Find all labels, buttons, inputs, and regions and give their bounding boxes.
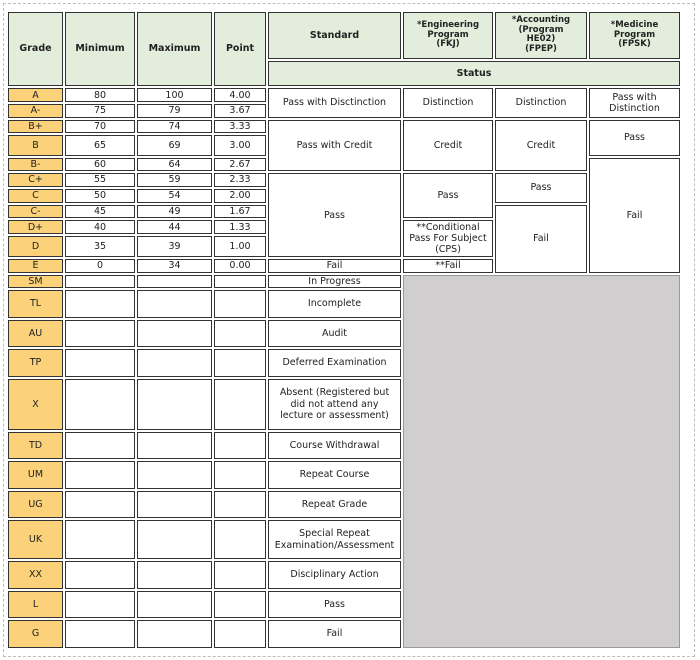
maximum-value <box>137 491 212 519</box>
point-value: 1.67 <box>214 205 266 219</box>
engineering-cps-line: **Conditional <box>416 221 480 233</box>
point-value: 0.00 <box>214 259 266 273</box>
point-value: 2.33 <box>214 173 266 187</box>
point-value: 3.33 <box>214 120 266 134</box>
accounting-pass: Pass <box>495 173 587 202</box>
minimum-value <box>65 561 135 589</box>
minimum-value: 0 <box>65 259 135 273</box>
standard-text-line: did not attend any <box>290 398 379 410</box>
standard-text-line: Disciplinary Action <box>290 569 379 581</box>
maximum-value <box>137 561 212 589</box>
minimum-value <box>65 520 135 559</box>
maximum-value: 100 <box>137 88 212 102</box>
point-value <box>214 461 266 489</box>
maximum-value <box>137 290 212 318</box>
standard-text <box>268 561 401 589</box>
point-value: 3.00 <box>214 135 266 155</box>
minimum-value: 45 <box>65 205 135 219</box>
standard-text-line: Pass <box>323 598 346 610</box>
medicine-header-line: (FPSK) <box>618 39 651 50</box>
minimum-value <box>65 379 135 430</box>
point-value: 4.00 <box>214 88 266 102</box>
engineering-cps-line: (CPS) <box>435 244 461 256</box>
maximum-value: 44 <box>137 220 212 234</box>
grade-code: TP <box>8 349 63 377</box>
minimum-value <box>65 461 135 489</box>
grade-code: B- <box>8 158 63 172</box>
medicine-header-line: Program <box>613 29 656 40</box>
maximum-value: 34 <box>137 259 212 273</box>
minimum-value: 55 <box>65 173 135 187</box>
standard-text-line: Absent (Registered but <box>279 387 390 399</box>
grade-header: Grade <box>8 12 63 86</box>
maximum-value: 54 <box>137 189 212 203</box>
grade-row <box>8 173 680 187</box>
minimum-value: 80 <box>65 88 135 102</box>
accounting-credit: Credit <box>495 120 587 172</box>
medicine-distinction-line: Pass with <box>612 91 657 103</box>
standard-text <box>268 591 401 619</box>
standard-text <box>268 520 401 559</box>
point-value: 1.33 <box>214 220 266 234</box>
medicine-header-line: *Medicine <box>610 19 659 30</box>
point-value <box>214 591 266 619</box>
minimum-value: 65 <box>65 135 135 155</box>
grade-code: UK <box>8 520 63 559</box>
engineering-header-line: (FKJ) <box>436 39 460 50</box>
grading-table <box>6 10 682 650</box>
medicine-distinction-line: Distinction <box>609 103 660 115</box>
standard-text-line: lecture or assessment) <box>280 410 389 422</box>
minimum-value: 75 <box>65 104 135 118</box>
maximum-value: 59 <box>137 173 212 187</box>
standard-credit: Pass with Credit <box>268 120 401 172</box>
minimum-value <box>65 432 135 460</box>
maximum-header: Maximum <box>137 12 212 86</box>
engineering-distinction: Distinction <box>403 88 493 117</box>
engineering-header <box>403 12 493 59</box>
medicine-pass: Pass <box>589 120 680 156</box>
standard-pass: Pass <box>268 173 401 257</box>
standard-text-line: Deferred Examination <box>282 357 387 369</box>
minimum-value <box>65 349 135 377</box>
standard-fail: Fail <box>268 259 401 273</box>
standard-text <box>268 320 401 348</box>
maximum-value <box>137 275 212 289</box>
grade-code: E <box>8 259 63 273</box>
minimum-value: 35 <box>65 236 135 257</box>
maximum-value <box>137 349 212 377</box>
minimum-value: 70 <box>65 120 135 134</box>
minimum-value <box>65 620 135 648</box>
standard-text-line: Repeat Grade <box>301 498 368 510</box>
accounting-header <box>495 12 587 59</box>
shaded-status-area <box>403 275 680 648</box>
grade-code: L <box>8 591 63 619</box>
point-value <box>214 432 266 460</box>
minimum-value <box>65 491 135 519</box>
point-value: 1.00 <box>214 236 266 257</box>
minimum-value <box>65 320 135 348</box>
maximum-value <box>137 432 212 460</box>
point-value: 3.67 <box>214 104 266 118</box>
standard-text-line: Special Repeat <box>299 528 370 540</box>
status-header: Status <box>268 61 680 86</box>
grade-code: UM <box>8 461 63 489</box>
accounting-header-line: (Program <box>518 24 564 35</box>
grade-row <box>8 88 680 102</box>
grade-code: A- <box>8 104 63 118</box>
accounting-header-line: *Accounting <box>511 14 571 25</box>
grade-code: B+ <box>8 120 63 134</box>
maximum-value: 64 <box>137 158 212 172</box>
grade-code: TL <box>8 290 63 318</box>
maximum-value: 69 <box>137 135 212 155</box>
minimum-value <box>65 275 135 289</box>
special-code-row <box>8 275 680 289</box>
engineering-cps <box>403 220 493 257</box>
maximum-value: 79 <box>137 104 212 118</box>
point-value <box>214 620 266 648</box>
grade-code: C+ <box>8 173 63 187</box>
maximum-value <box>137 520 212 559</box>
engineering-credit: Credit <box>403 120 493 172</box>
maximum-value <box>137 379 212 430</box>
grade-code: TD <box>8 432 63 460</box>
engineering-fail: **Fail <box>403 259 493 273</box>
point-value <box>214 349 266 377</box>
standard-distinction: Pass with Disctinction <box>268 88 401 117</box>
point-value: 2.67 <box>214 158 266 172</box>
minimum-value <box>65 591 135 619</box>
standard-text <box>268 491 401 519</box>
standard-text <box>268 620 401 648</box>
grade-code: X <box>8 379 63 430</box>
grade-code: G <box>8 620 63 648</box>
standard-text <box>268 290 401 318</box>
standard-text-line: Examination/Assessment <box>274 539 395 551</box>
grade-code: D <box>8 236 63 257</box>
point-value <box>214 290 266 318</box>
point-header: Point <box>214 12 266 86</box>
standard-text <box>268 275 401 289</box>
standard-text-line: Fail <box>326 628 343 640</box>
engineering-header-line: *Engineering <box>416 19 480 30</box>
grade-code: B <box>8 135 63 155</box>
point-value <box>214 520 266 559</box>
standard-text-line: Repeat Course <box>299 469 370 481</box>
accounting-header-line: (FPEP) <box>525 44 557 55</box>
maximum-value <box>137 461 212 489</box>
accounting-distinction: Distinction <box>495 88 587 117</box>
grade-code: XX <box>8 561 63 589</box>
accounting-header-line: HE02) <box>526 34 556 45</box>
maximum-value: 74 <box>137 120 212 134</box>
standard-text <box>268 349 401 377</box>
minimum-value: 60 <box>65 158 135 172</box>
maximum-value: 39 <box>137 236 212 257</box>
point-value <box>214 379 266 430</box>
grade-code: SM <box>8 275 63 289</box>
maximum-value <box>137 591 212 619</box>
standard-text-line: Audit <box>322 327 347 339</box>
point-value <box>214 275 266 289</box>
grade-code: C <box>8 189 63 203</box>
engineering-pass: Pass <box>403 173 493 218</box>
medicine-distinction <box>589 88 680 117</box>
standard-text <box>268 461 401 489</box>
standard-header: Standard <box>268 12 401 59</box>
grade-code: A <box>8 88 63 102</box>
point-value <box>214 320 266 348</box>
maximum-value: 49 <box>137 205 212 219</box>
grade-code: D+ <box>8 220 63 234</box>
accounting-fail: Fail <box>495 205 587 273</box>
standard-text-line: Course Withdrawal <box>289 439 380 451</box>
engineering-cps-line: Pass For Subject <box>409 232 487 244</box>
minimum-value: 40 <box>65 220 135 234</box>
minimum-value <box>65 290 135 318</box>
minimum-header: Minimum <box>65 12 135 86</box>
minimum-value: 50 <box>65 189 135 203</box>
standard-text <box>268 432 401 460</box>
grade-code: UG <box>8 491 63 519</box>
medicine-fail: Fail <box>589 158 680 273</box>
standard-text-line: Incomplete <box>307 298 362 310</box>
grade-row <box>8 120 680 134</box>
standard-text-line: In Progress <box>308 275 361 287</box>
engineering-header-line: Program <box>427 29 469 40</box>
grade-code: AU <box>8 320 63 348</box>
grade-code: C- <box>8 205 63 219</box>
point-value <box>214 561 266 589</box>
maximum-value <box>137 320 212 348</box>
medicine-header <box>589 12 680 59</box>
standard-text <box>268 379 401 430</box>
point-value <box>214 491 266 519</box>
point-value: 2.00 <box>214 189 266 203</box>
maximum-value <box>137 620 212 648</box>
